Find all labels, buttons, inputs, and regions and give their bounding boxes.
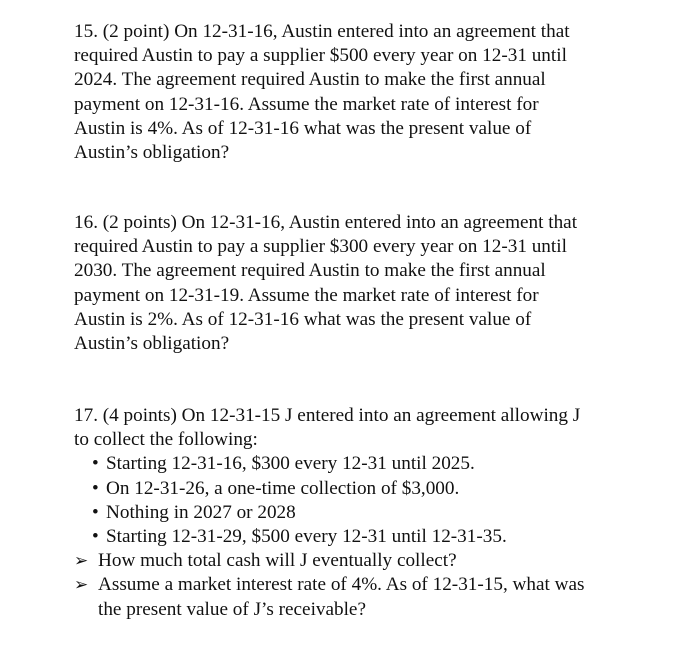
q16-line-3: 2030. The agreement required Austin to make the first annual xyxy=(74,260,546,282)
q17-bullet-text-3: Nothing in 2027 or 2028 xyxy=(106,501,296,523)
list-item xyxy=(74,501,634,525)
q16-line-1: 16. (2 points) On 12-31-16, Austin entered into an agreement that xyxy=(74,212,578,233)
q17-question-list xyxy=(74,549,634,622)
q15-line-3: 2024. The agreement required Austin to make the first annual xyxy=(74,69,546,91)
q17-bullet-text-4: Starting 12-31-29, $500 every 12-31 until 12-31-35. xyxy=(106,526,507,548)
q17-question-1-line-1: How much total cash will J eventually collect? xyxy=(98,550,457,572)
list-item xyxy=(72,573,634,621)
q17-bullet-text-2: On 12-31-26, a one-time collection of $3,000. xyxy=(106,477,460,499)
q15-line-6: Austin’s obligation? xyxy=(74,142,230,164)
q15-line-4: payment on 12-31-16. Assume the market rate of interest for xyxy=(74,93,539,115)
list-item xyxy=(72,549,634,573)
q17-bullet-text-1: Starting 12-31-16, $300 every 12-31 until 2025. xyxy=(106,453,475,475)
bullet-icon: • xyxy=(92,501,99,523)
list-item xyxy=(74,477,634,501)
list-item xyxy=(74,525,634,549)
q16-line-4: payment on 12-31-19. Assume the market rate of interest for xyxy=(74,284,539,306)
question-15 xyxy=(74,20,634,165)
q17-intro-line-1: 17. (4 points) On 12-31-15 J entered into an agreement allowing J xyxy=(74,405,581,426)
arrow-icon: ➢ xyxy=(74,575,89,595)
q17-question-2-line-2: the present value of J’s receivable? xyxy=(98,598,366,620)
q15-line-1: 15. (2 point) On 12-31-16, Austin entered into an agreement that xyxy=(74,21,570,42)
arrow-icon: ➢ xyxy=(74,551,89,571)
q15-line-5: Austin is 4%. As of 12-31-16 what was the present value of xyxy=(74,117,532,139)
q15-line-2: required Austin to pay a supplier $500 every year on 12-31 until xyxy=(74,45,567,67)
q16-line-5: Austin is 2%. As of 12-31-16 what was the present value of xyxy=(74,308,532,330)
q16-line-6: Austin’s obligation? xyxy=(74,333,230,355)
bullet-icon: • xyxy=(92,526,99,548)
bullet-icon: • xyxy=(92,477,99,499)
list-item xyxy=(74,452,634,476)
q17-question-2-line-1: Assume a market interest rate of 4%. As of 12-31-15, what was xyxy=(98,574,585,596)
question-16 xyxy=(74,211,634,356)
q17-bullet-list xyxy=(74,452,634,549)
q17-intro-line-2: to collect the following: xyxy=(74,429,258,451)
question-17 xyxy=(74,404,634,622)
bullet-icon: • xyxy=(92,453,99,475)
q16-line-2: required Austin to pay a supplier $300 every year on 12-31 until xyxy=(74,236,567,258)
